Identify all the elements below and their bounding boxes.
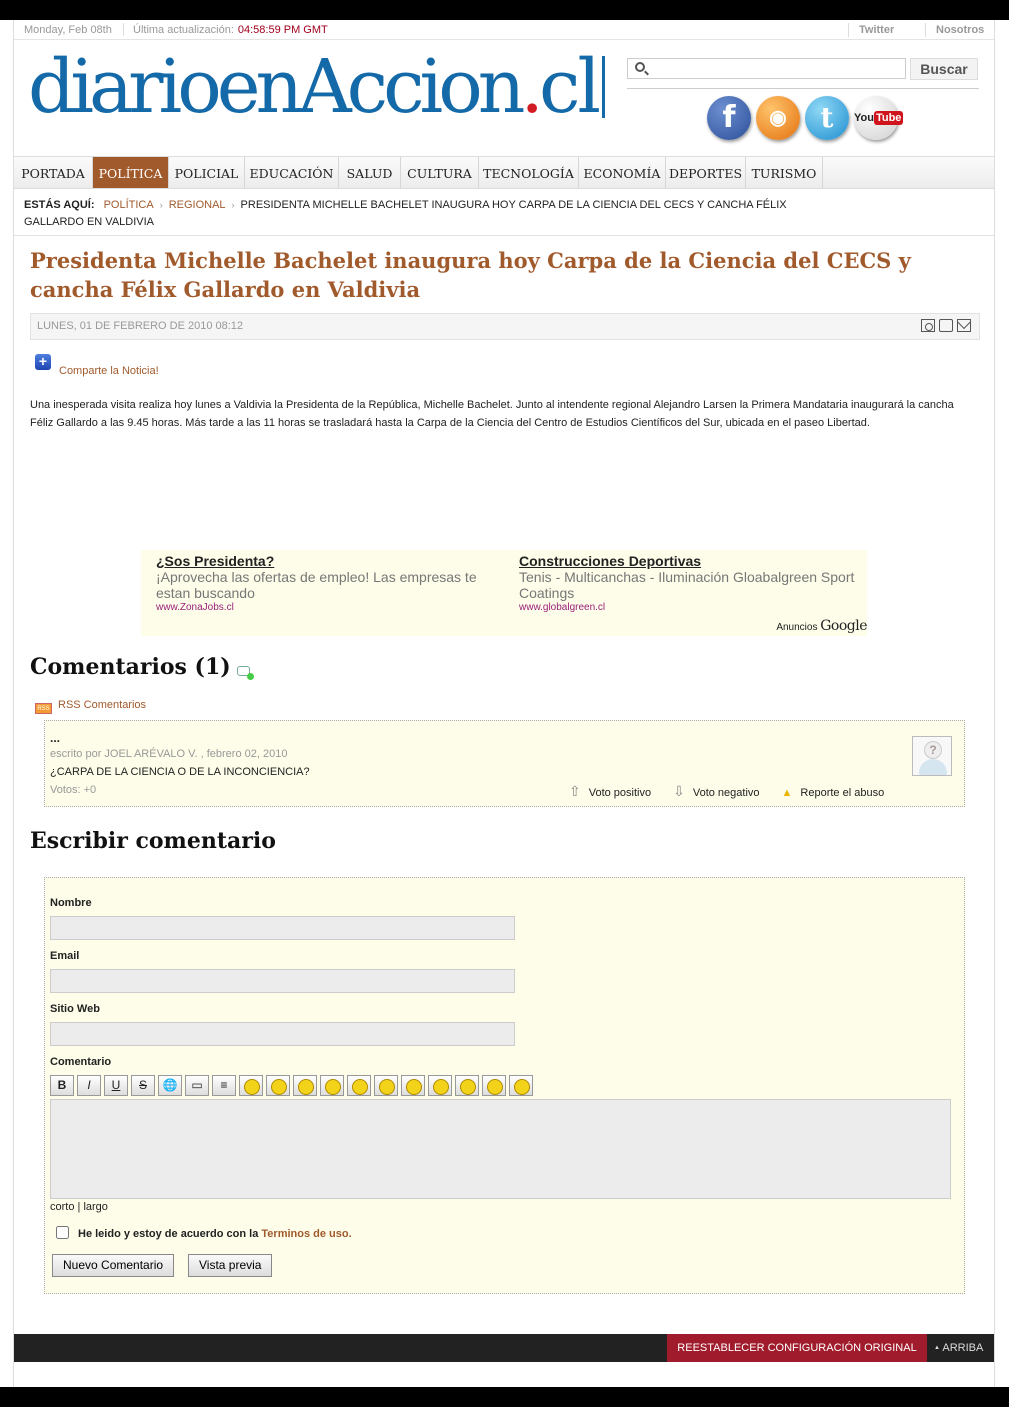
article-tools [917,319,971,344]
youtube-icon[interactable]: You Tube [854,96,898,140]
nav-item-economia[interactable]: ECONOMÍA [579,157,666,188]
neutral-icon[interactable] [374,1075,398,1096]
link-icon[interactable]: 🌐 [158,1075,182,1096]
back-to-top-link[interactable] [934,1334,983,1362]
breadcrumb-label: ESTÁS AQUÍ: [24,199,95,211]
logo-part-diario: diario [28,44,217,130]
search-input[interactable] [650,60,900,77]
terms-checkbox[interactable] [56,1226,69,1239]
nav-item-tecnologia[interactable]: TECNOLOGÍA [479,157,579,188]
google-ads [141,550,867,636]
logo-part-en: en [216,44,299,130]
angry-icon[interactable] [347,1075,371,1096]
image-icon[interactable]: ▭ [185,1075,209,1096]
nosotros-link[interactable]: Nosotros [925,23,994,37]
logo-bar [602,56,605,118]
page [0,20,1009,1387]
comments-heading-text: Comentarios (1) [30,654,231,680]
nav-item-educacion[interactable]: EDUCACIÓN [245,157,339,188]
warning-icon[interactable]: ▲ [781,787,793,799]
preview-button[interactable]: Vista previa [188,1254,272,1277]
nav-item-cultura[interactable]: CULTURA [401,157,479,188]
email-field[interactable] [50,969,515,993]
bold-button[interactable]: B [50,1075,74,1096]
rss-comments-label[interactable]: RSS Comentarios [58,699,147,711]
sad-icon[interactable] [509,1075,533,1096]
breadcrumb-current: PRESIDENTA MICHELLE BACHELET INAUGURA HOY CARPA DE LA CIENCIA DEL CECS Y CANCHA FÉLIX GALLARDO EN VALDIVIA [24,199,787,228]
write-comment-heading: Escribir comentario [30,828,276,854]
header-divider [627,88,979,89]
thumbs-up-icon[interactable]: ⇧ [569,783,581,799]
divider [123,23,124,36]
breadcrumb-regional[interactable]: REGIONAL [168,199,226,211]
arrow-up-icon: ▲ [934,1345,940,1351]
article-date: LUNES, 01 DE FEBRERO DE 2010 08:12 [37,320,244,332]
comment-author: escrito por JOEL ARÉVALO V. , febrero 02, 2010 [50,748,288,760]
website-label: Sitio Web [50,1003,100,1015]
size-long-link[interactable]: largo [83,1201,108,1213]
italic-button[interactable]: I [77,1075,101,1096]
cool-icon[interactable] [428,1075,452,1096]
nav-item-turismo[interactable]: TURISMO [746,157,823,188]
facebook-icon[interactable]: f [707,96,751,140]
main-nav [14,156,994,189]
ads-by-google[interactable] [776,618,867,634]
nav-item-portada[interactable]: PORTADA [14,157,93,188]
nav-item-policial[interactable]: POLICIAL [169,157,245,188]
pdf-icon[interactable] [921,319,935,332]
breadcrumb [24,197,814,231]
comment-label: Comentario [50,1056,112,1068]
search-button[interactable]: Buscar [910,58,978,80]
strike-button[interactable]: S [131,1075,155,1096]
comment-actions [569,783,906,800]
rss-comments[interactable] [35,699,146,714]
twitter-link[interactable]: Twitter [848,23,904,37]
surprised-icon[interactable] [401,1075,425,1096]
size-separator: | [74,1201,84,1213]
submit-comment-button[interactable]: Nuevo Comentario [52,1254,174,1277]
article-title: Presidenta Michelle Bachelet inaugura hoy Carpa de la Ciencia del CECS y cancha Félix Gallardo en Valdivia [30,248,911,302]
current-date: Monday, Feb 08th [24,24,112,36]
email-icon[interactable] [957,319,971,332]
site-logo[interactable] [28,44,605,130]
search-box [627,58,906,79]
last-updated [133,24,328,36]
terms-row [56,1226,352,1240]
thumbs-down-icon[interactable]: ⇩ [673,783,685,799]
ad-item[interactable] [519,553,859,613]
avatar-head: ? [924,741,942,759]
comment-form [44,877,965,1294]
comment-text: ¿CARPA DE LA CIENCIA O DE LA INCONCIENCIA? [50,766,310,778]
editor-size-toggle [50,1201,108,1213]
editor-toolbar [50,1075,536,1096]
name-label: Nombre [50,897,92,909]
add-comment-icon[interactable] [237,666,250,676]
google-logo: Google [820,618,867,634]
comment-votes: Votos: +0 [50,784,97,796]
comment-title: ... [50,731,61,745]
email-label: Email [50,950,80,962]
reset-settings-button[interactable]: REESTABLECER CONFIGURACIÓN ORIGINAL [667,1334,927,1362]
rss-icon: RSS [35,703,52,714]
content-frame [13,20,995,1387]
terms-link[interactable]: Terminos de uso. [261,1228,352,1240]
ad-url[interactable]: www.globalgreen.cl [519,602,606,613]
twitter-icon[interactable]: t [805,96,849,140]
divider [14,235,994,236]
logo-part-accion: Accion [298,44,521,130]
name-field[interactable] [50,916,515,940]
terms-text: He leido y estoy de acuerdo con la [78,1228,259,1240]
comment-item [44,720,965,807]
ad-title[interactable]: Construcciones Deportivas [519,553,702,569]
ad-description: ¡Aprovecha las ofertas de empleo! Las empresas te estan buscando [156,569,477,601]
nav-item-politica[interactable]: POLÍTICA [93,157,169,188]
rss-icon[interactable]: ◉ [756,96,800,140]
nav-item-deportes[interactable]: DEPORTES [666,157,746,188]
back-to-top-label[interactable]: ARRIBA [942,1342,984,1354]
avatar-body [919,759,947,775]
footer-bar [14,1334,994,1362]
laugh-icon[interactable] [320,1075,344,1096]
underline-button[interactable]: U [104,1075,128,1096]
ad-url[interactable]: www.ZonaJobs.cl [156,602,234,613]
shy-icon[interactable] [482,1075,506,1096]
vote-down-link[interactable]: Voto negativo [692,787,760,799]
share-label[interactable]: Comparte la Noticia! [59,365,159,377]
smile-icon[interactable] [239,1075,263,1096]
add-share-icon[interactable]: + [35,354,51,370]
top-bar [14,20,994,40]
last-updated-label: Última actualización: [133,24,234,36]
breadcrumb-politica[interactable]: POLÍTICA [103,199,154,211]
wink-icon[interactable] [266,1075,290,1096]
comment-textarea[interactable] [50,1099,951,1199]
tongue-icon[interactable] [455,1075,479,1096]
vote-up-link[interactable]: Voto positivo [588,787,652,799]
logo-dot: . [520,44,539,130]
ads-by-label: Anuncios [776,622,818,633]
size-short-link[interactable]: corto [50,1201,75,1213]
ad-description: Tenis - Multicanchas - Iluminación Gloabalgreen Sport Coatings [519,569,855,601]
grin-icon[interactable] [293,1075,317,1096]
nav-item-salud[interactable]: SALUD [339,157,401,188]
ad-item[interactable] [156,553,496,613]
avatar [912,736,952,776]
chevron-right-icon: › [231,200,235,210]
quote-icon[interactable]: ≡ [212,1075,236,1096]
print-icon[interactable] [939,319,953,332]
article-body: Una inesperada visita realiza hoy lunes a Valdivia la Presidenta de la República, Michelle Bachelet. Junto al intendente regional Alejandro Larsen la Primera Mandataria inaugurará la cancha Féliz Gallardo a las 9.45 horas. Más tarde a las 11 horas se trasladará hasta la Carpa de la Ciencia del Centro de Estudios Científicos del Sur, ubicada en el paseo Libertad. [30,399,954,429]
logo-tld: cl [538,44,599,130]
last-updated-time: 04:58:59 PM GMT [237,24,328,36]
comments-heading [30,654,250,680]
chevron-right-icon: › [159,200,163,210]
article-meta [30,313,980,340]
ad-title[interactable]: ¿Sos Presidenta? [156,553,275,569]
search-icon [635,62,645,72]
report-abuse-link[interactable]: Reporte el abuso [800,787,885,799]
website-field[interactable] [50,1022,515,1046]
